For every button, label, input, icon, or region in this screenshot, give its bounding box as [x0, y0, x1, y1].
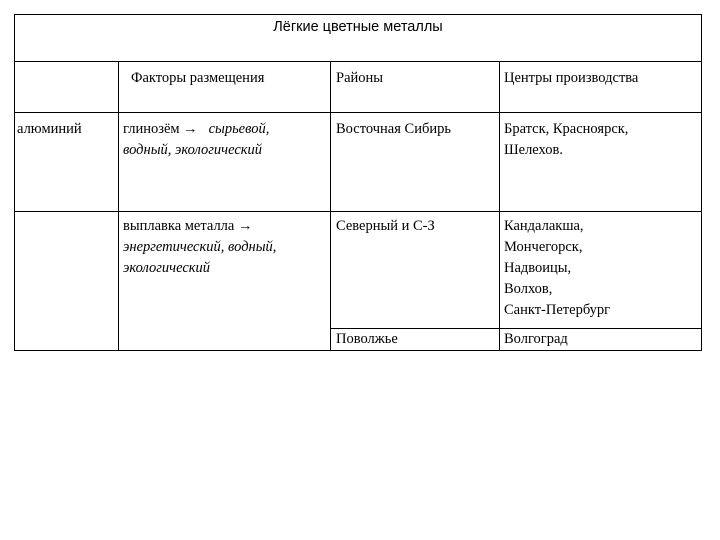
factor-italic-line2: энергетический, водный,: [123, 239, 277, 255]
centers-line: Волхов,: [504, 281, 553, 297]
centers-north-nw: [500, 212, 702, 329]
centers-east-siberia: [500, 113, 702, 212]
table-title: Лёгкие цветные металлы: [15, 15, 702, 62]
centers-line: Кандалакша,: [504, 218, 584, 234]
centers-line: Санкт-Петербург: [504, 302, 611, 318]
metals-table: [14, 14, 702, 351]
factor-plain: выплавка металла →: [123, 218, 253, 234]
centers-line: Мончегорск,: [504, 239, 583, 255]
factor-italic: сырьевой,: [208, 121, 270, 137]
centers-line: Братск, Красноярск,: [504, 121, 629, 137]
factor-italic-line3: экологический: [123, 260, 211, 276]
header-centers: Центры производства: [500, 62, 702, 113]
centers-line: Шелехов.: [504, 142, 563, 158]
header-factors: [119, 62, 331, 113]
metal-empty-cell: [15, 212, 119, 351]
centers-volga: Волгоград: [500, 329, 702, 351]
region-north-nw: Северный и С-З: [331, 212, 500, 329]
factor-italic-line2: водный, экологический: [123, 142, 263, 158]
factor-plain: глинозём →: [123, 121, 198, 137]
header-regions: Районы: [331, 62, 500, 113]
region-east-siberia: Восточная Сибирь: [331, 113, 500, 212]
factor-cell-alumina: [119, 113, 331, 212]
region-volga: Поволжье: [331, 329, 500, 351]
header-empty-cell: [15, 62, 119, 113]
header-factors-label: Факторы размещения: [131, 70, 265, 86]
centers-line: Надвоицы,: [504, 260, 572, 276]
factor-cell-smelting: [119, 212, 331, 351]
metal-name: алюминий: [15, 113, 119, 212]
